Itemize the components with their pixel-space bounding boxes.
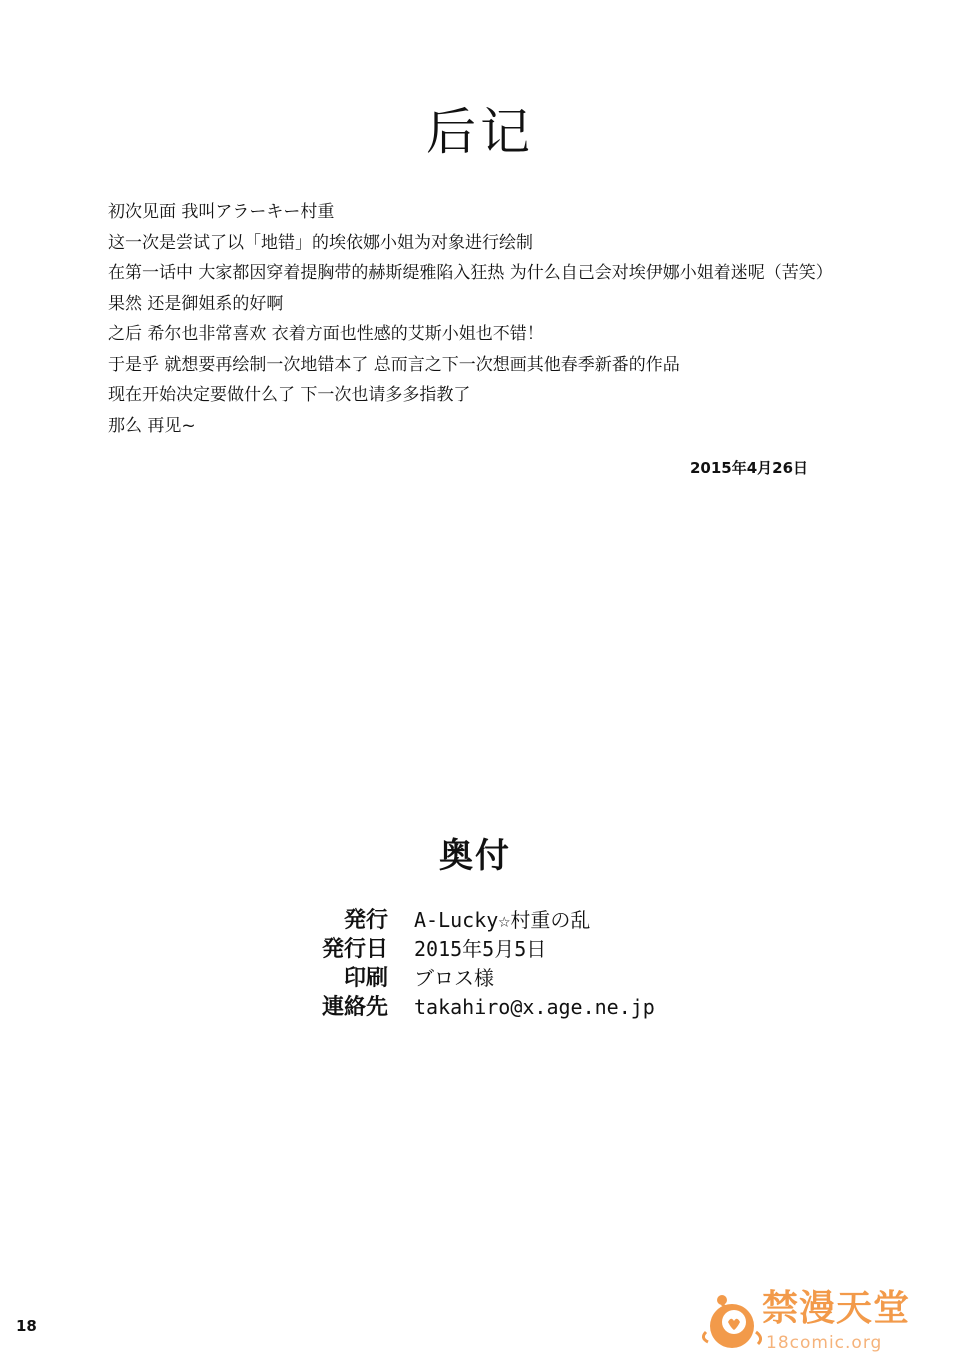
contact-email: takahiro@x.age.ne.jp: [414, 995, 655, 1019]
site-watermark: [700, 1284, 940, 1360]
colophon-row-contact: [300, 993, 720, 1022]
colophon-value: ブロス様: [414, 966, 494, 990]
afterword-line: 初次见面 我叫アラーキー村重: [108, 202, 335, 222]
afterword-line: 现在开始决定要做什么了 下一次也请多多指教了: [108, 385, 471, 405]
watermark-url: 18comic.org: [766, 1333, 883, 1353]
afterword-line: 那么 再见~: [108, 415, 196, 436]
colophon-value: 2015年5月5日: [414, 937, 547, 961]
orange-bird-logo-icon: [700, 1292, 764, 1352]
colophon-label: 発行: [343, 908, 388, 933]
colophon-value: A-Lucky☆村重の乱: [414, 908, 591, 932]
afterword-text: [108, 197, 928, 441]
page-title: 后记: [426, 103, 534, 161]
afterword-line: 在第一话中 大家都因穿着提胸带的赫斯缇雅陷入狂热 为什么自己会对埃伊娜小姐着迷呢（苦笑）: [108, 263, 833, 283]
afterword-line: 果然 还是御姐系的好啊: [108, 293, 284, 314]
colophon-row-publisher: [300, 906, 720, 935]
page-number: 18: [16, 1317, 37, 1335]
watermark-text: 禁漫天堂: [762, 1288, 911, 1329]
afterword-date: 2015年4月26日: [690, 459, 809, 477]
colophon-row-publish-date: [300, 935, 720, 964]
afterword-line: 于是乎 就想要再绘制一次地错本了 总而言之下一次想画其他春季新番的作品: [108, 354, 680, 375]
colophon-row-printer: [300, 964, 720, 993]
afterword-line: 之后 希尔也非常喜欢 衣着方面也性感的艾斯小姐也不错！: [108, 324, 544, 344]
colophon-table: [300, 906, 720, 1022]
colophon-label: 印刷: [343, 966, 388, 991]
colophon-label: 連絡先: [321, 995, 388, 1020]
colophon-label: 発行日: [321, 937, 388, 962]
colophon-title: 奥付: [439, 836, 511, 876]
afterword-line: 这一次是尝试了以「地错」的埃依娜小姐为对象进行绘制: [108, 232, 533, 253]
